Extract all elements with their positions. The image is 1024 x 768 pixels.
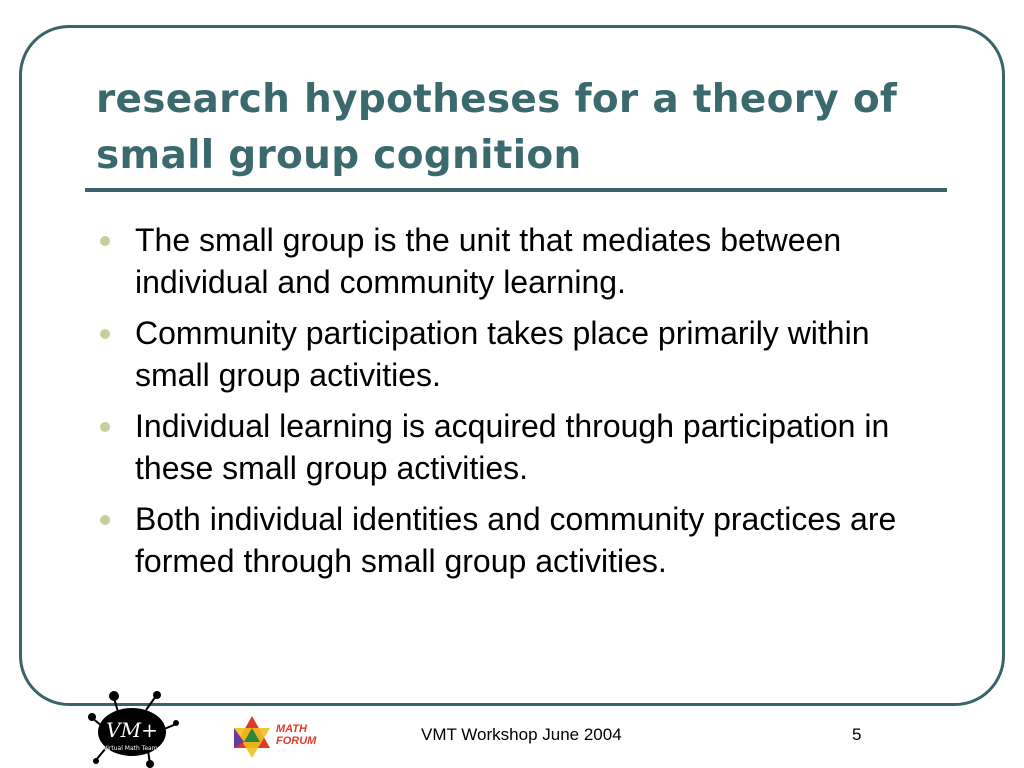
footer-text: VMT Workshop June 2004 [421,725,622,744]
bullet-item [100,405,920,489]
vmt-logo [88,690,180,768]
bullet-text: Community participation takes place primarily within small group activities. [135,315,870,393]
bullet-item [100,219,920,303]
bullet-dot-icon [100,515,110,525]
bullet-text: Individual learning is acquired through participation in these small group activities. [135,408,890,486]
bullet-dot-icon [100,422,110,432]
math-forum-logo [230,712,330,762]
slide-title: research hypotheses for a theory of small group cognition [96,77,898,178]
bullet-item [100,498,920,582]
bullet-text: The small group is the unit that mediates between individual and community learning. [135,222,842,300]
bullet-item [100,312,920,396]
math-forum-line1: MATH [276,723,307,735]
bullet-dot-icon [100,329,110,339]
vmt-logo-subtext: Virtual Math Teams [103,745,161,752]
bullet-dot-icon [100,236,110,246]
title-divider [85,188,947,192]
math-forum-line2: FORUM [276,735,317,747]
bullet-text: Both individual identities and community practices are formed through small group activities. [135,501,897,579]
bullet-list [100,219,920,591]
slide-number: 5 [852,725,862,744]
vmt-logo-text: VM+ [106,718,158,742]
